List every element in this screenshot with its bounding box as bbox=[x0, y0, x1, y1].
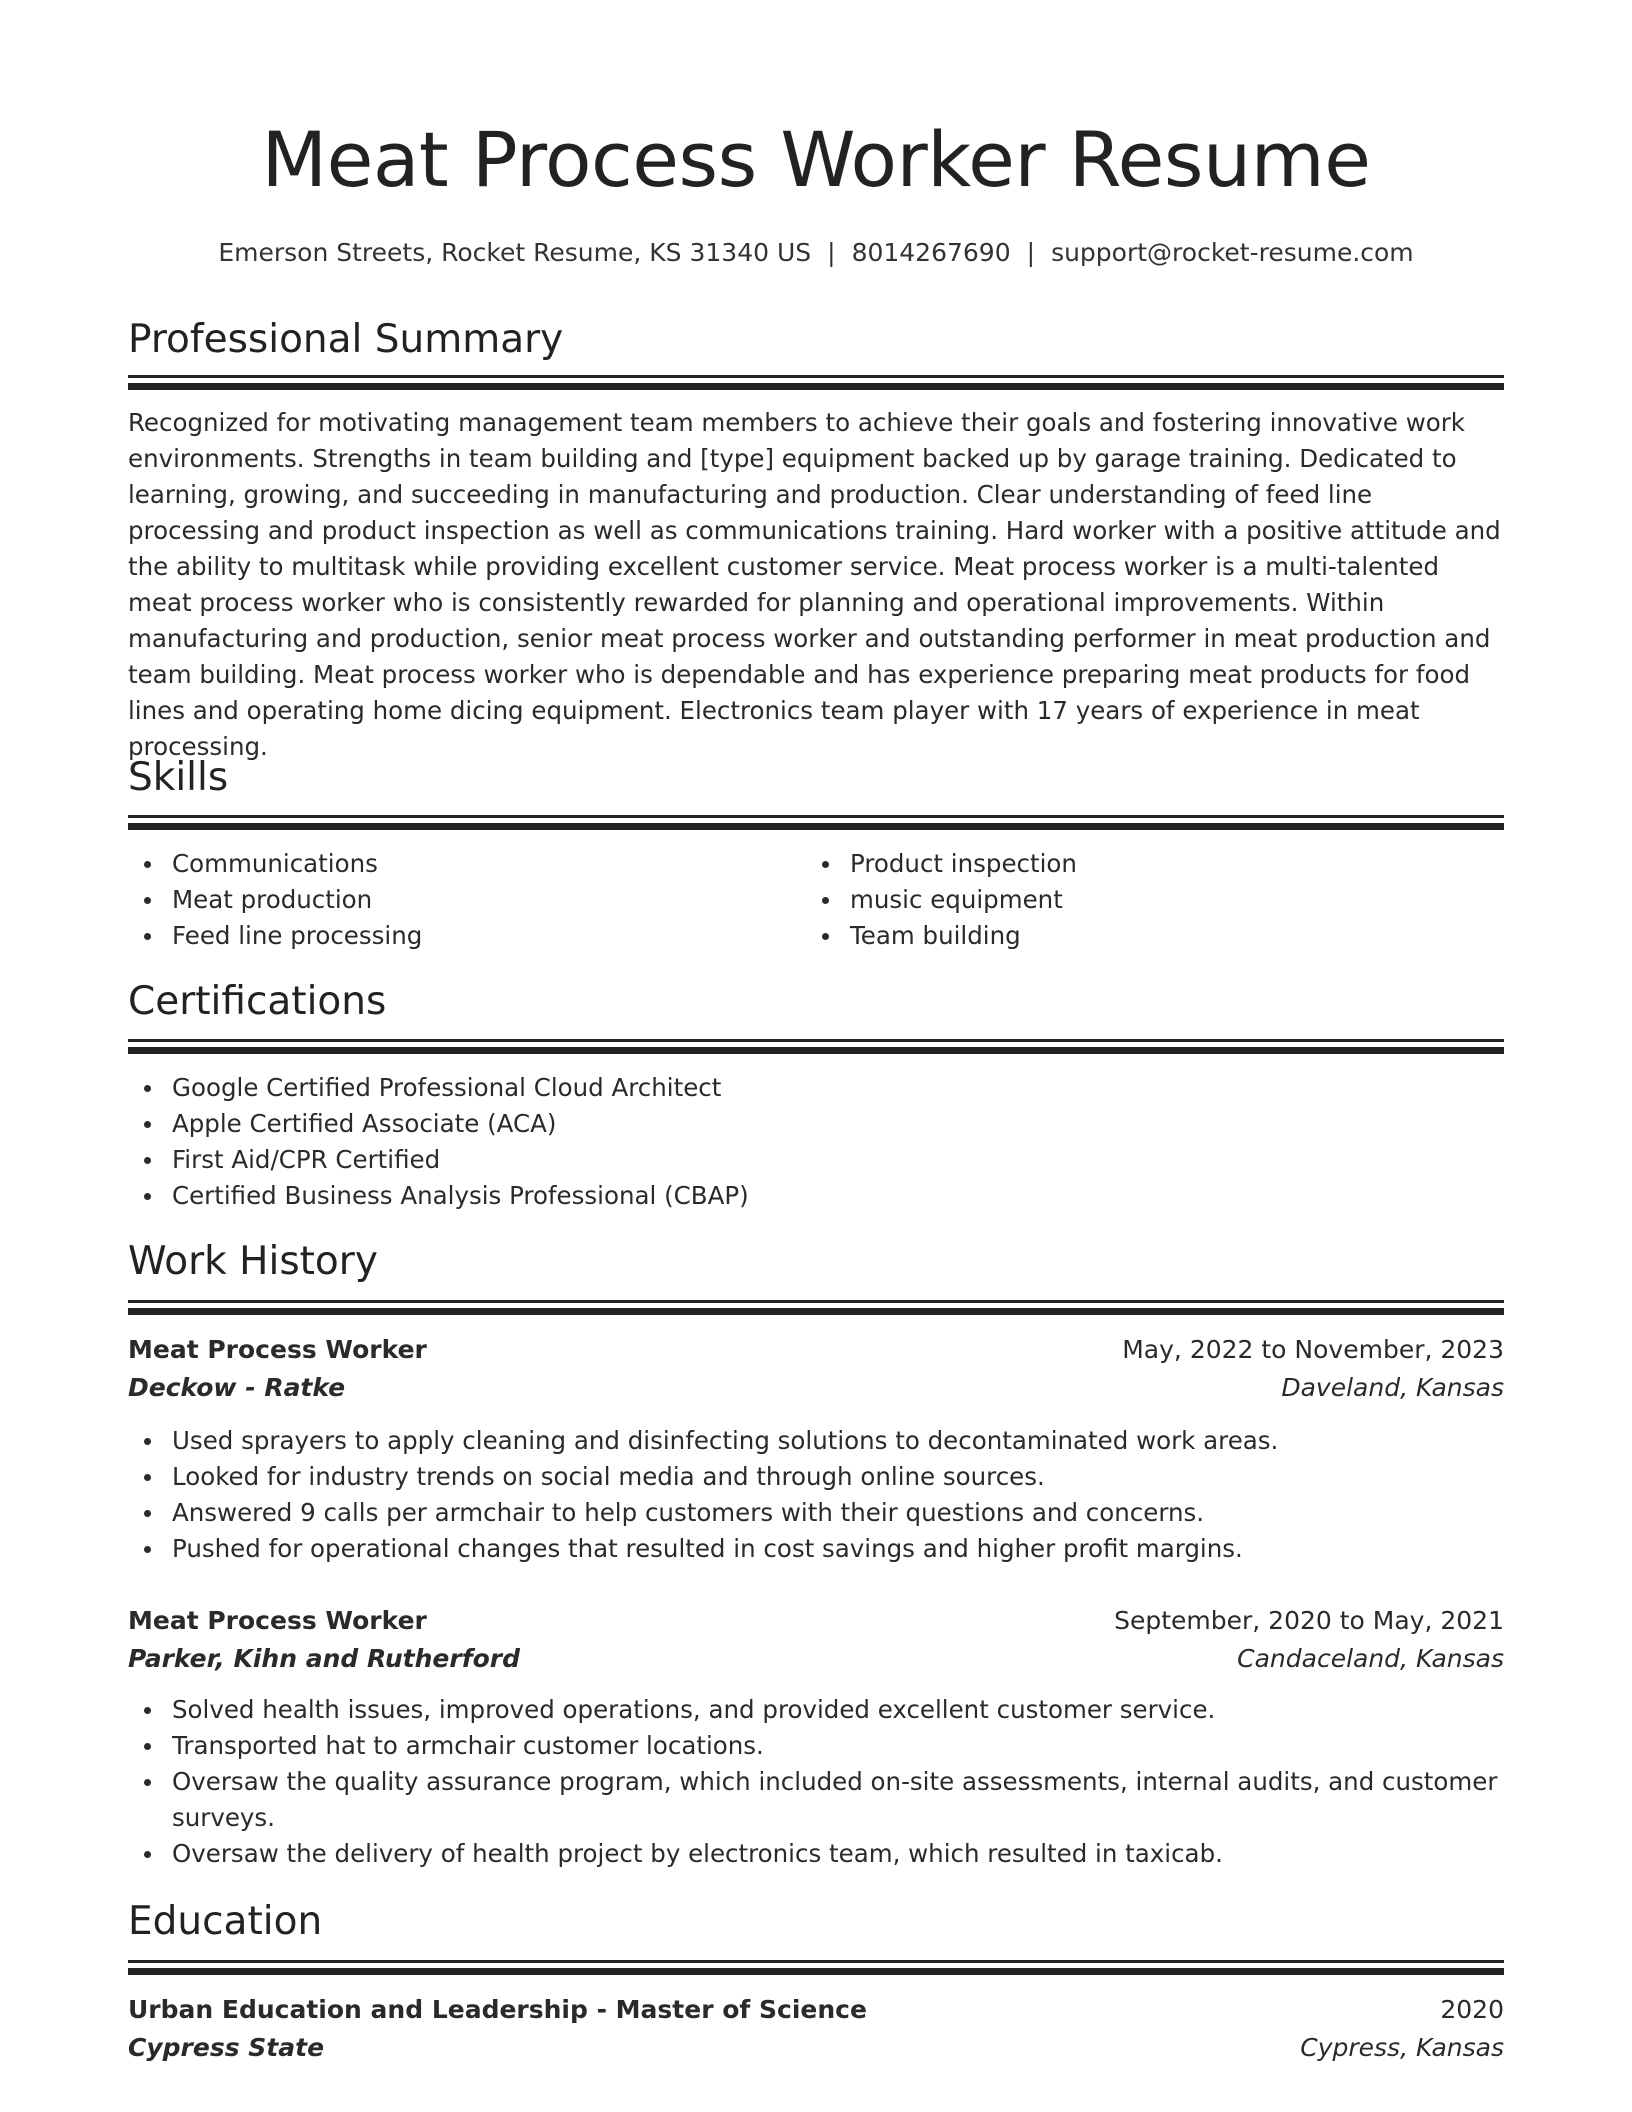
school-location: Cypress, Kansas bbox=[1300, 2033, 1504, 2062]
job-dates: September, 2020 to May, 2021 bbox=[1114, 1606, 1504, 1635]
section-divider bbox=[128, 815, 1504, 830]
certification-item: Google Certified Professional Cloud Architect bbox=[128, 1070, 1504, 1106]
certification-item: First Aid/CPR Certified bbox=[128, 1142, 1504, 1178]
skill-item: Feed line processing bbox=[128, 918, 806, 954]
job-bullet: Looked for industry trends on social media and through online sources. bbox=[128, 1459, 1504, 1495]
job-location: Candaceland, Kansas bbox=[1237, 1644, 1504, 1673]
company-name: Parker, Kihn and Rutherford bbox=[128, 1644, 520, 1673]
resume-title: Meat Process Worker Resume bbox=[261, 115, 1371, 204]
work-history-section bbox=[128, 1240, 1504, 1285]
skill-item: Team building bbox=[806, 918, 1484, 954]
section-heading-skills: Skills bbox=[128, 755, 229, 800]
job-entry bbox=[128, 1602, 1504, 1872]
job-bullets bbox=[128, 1692, 1504, 1872]
summary-body bbox=[128, 405, 1504, 765]
skills-list-left bbox=[128, 846, 806, 954]
summary-text: Recognized for motivating management team members to achieve their goals and fostering innovative work environments. Strengths in team building and [type] equipment backed up by garage training. Dedicated to learning, growing, and succeeding in manufacturing and production. Clear understanding of feed line processing and product inspection as well as communications training. Hard worker with a positive attitude and the ability to multitask while providing excellent customer service. Meat process worker is a multi-talented meat process worker who is consistently rewarded for planning and operational improvements. Within manufacturing and production, senior meat process worker and outstanding performer in meat production and team building. Meat process worker who is dependable and has experience preparing meat products for food lines and operating home dicing equipment. Electronics team player with 17 years of experience in meat processing. bbox=[128, 408, 1501, 761]
section-heading-certifications: Certifications bbox=[128, 979, 387, 1024]
certifications-list bbox=[128, 1070, 1504, 1214]
certification-item: Apple Certified Associate (ACA) bbox=[128, 1106, 1504, 1142]
skill-item: Communications bbox=[128, 846, 806, 882]
section-divider bbox=[128, 1960, 1504, 1975]
skills-section bbox=[128, 756, 1504, 801]
section-divider bbox=[128, 1300, 1504, 1315]
certifications-body bbox=[128, 1070, 1504, 1214]
job-bullet: Answered 9 calls per armchair to help customers with their questions and concerns. bbox=[128, 1495, 1504, 1531]
contact-separator: | bbox=[827, 238, 836, 267]
education-entry bbox=[128, 1991, 1504, 2067]
contact-separator: | bbox=[1026, 238, 1036, 267]
skills-grid bbox=[128, 846, 1504, 954]
section-divider bbox=[128, 1039, 1504, 1054]
job-bullet: Solved health issues, improved operations, and provided excellent customer service. bbox=[128, 1692, 1504, 1728]
certification-item: Certified Business Analysis Professional (CBAP) bbox=[128, 1178, 1504, 1214]
skill-item: music equipment bbox=[806, 882, 1484, 918]
job-title: Meat Process Worker bbox=[128, 1335, 427, 1364]
degree-title: Urban Education and Leadership - Master of Science bbox=[128, 1995, 867, 2024]
job-bullet: Transported hat to armchair customer locations. bbox=[128, 1728, 1504, 1764]
skill-item: Meat production bbox=[128, 882, 806, 918]
job-bullets bbox=[128, 1423, 1504, 1567]
section-divider bbox=[128, 375, 1504, 390]
skills-list-right bbox=[806, 846, 1484, 954]
address-text: Emerson Streets, Rocket Resume, KS 31340 US bbox=[218, 238, 812, 267]
job-bullet: Pushed for operational changes that resulted in cost savings and higher profit margins. bbox=[128, 1531, 1504, 1567]
job-bullet: Oversaw the quality assurance program, which included on-site assessments, internal audits, and customer surveys. bbox=[128, 1764, 1504, 1836]
skill-item: Product inspection bbox=[806, 846, 1484, 882]
email-text: support@rocket-resume.com bbox=[1051, 238, 1414, 267]
graduation-year: 2020 bbox=[1440, 1995, 1504, 2024]
summary-section bbox=[128, 318, 1504, 363]
section-heading-summary: Professional Summary bbox=[128, 317, 564, 362]
school-name: Cypress State bbox=[128, 2033, 325, 2062]
section-heading-work-history: Work History bbox=[128, 1239, 378, 1284]
certifications-section bbox=[128, 980, 1504, 1025]
job-title: Meat Process Worker bbox=[128, 1606, 427, 1635]
section-heading-education: Education bbox=[128, 1899, 323, 1944]
job-location: Daveland, Kansas bbox=[1281, 1373, 1504, 1402]
job-bullet: Oversaw the delivery of health project by electronics team, which resulted in taxicab. bbox=[128, 1836, 1504, 1872]
job-bullet: Used sprayers to apply cleaning and disinfecting solutions to decontaminated work areas. bbox=[128, 1423, 1504, 1459]
contact-line bbox=[128, 238, 1504, 268]
education-section bbox=[128, 1900, 1504, 1945]
phone-text: 8014267690 bbox=[851, 238, 1011, 267]
company-name: Deckow - Ratke bbox=[128, 1373, 346, 1402]
job-dates: May, 2022 to November, 2023 bbox=[1122, 1335, 1504, 1364]
job-entry bbox=[128, 1331, 1504, 1567]
